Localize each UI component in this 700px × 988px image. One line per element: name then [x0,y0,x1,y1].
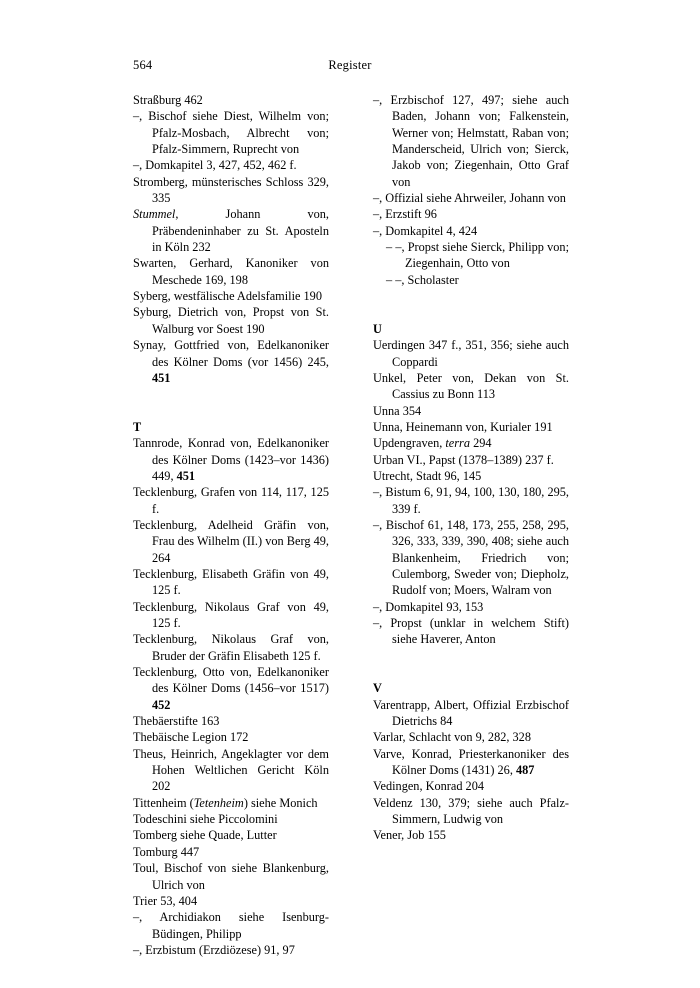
index-entry: Tittenheim (Tetenheim) siehe Monich [133,795,318,810]
index-entry: Tomberg siehe Quade, Lutter [133,828,277,843]
index-entry: Varlar, Schlacht von 9, 282, 328 [373,730,531,745]
index-entry: –, Bistum 6, 91, 94, 100, 130, 180, 295, 339 f. [373,485,569,516]
index-entry: Varve, Konrad, Priesterkanoniker des Kölner Doms (1431) 26, 487 [373,746,569,778]
index-entry: Unna 354 [373,403,422,418]
section-spacer [373,648,569,681]
index-entry: Syburg, Dietrich von, Propst von St. Walburg vor Soest 190 [133,305,329,336]
index-entry: Tecklenburg, Otto von, Edelkanoniker des Kölner Doms (1456–vor 1517) 452 [133,665,329,712]
index-entry: –, Domkapitel 3, 427, 452, 462 f. [133,158,297,173]
index-column-left [133,92,329,958]
index-entry: Syberg, westfälische Adelsfamilie 190 [133,289,322,304]
index-entry: Tecklenburg, Elisabeth Gräfin von 49, 125 f. [133,566,329,598]
index-entry: Unkel, Peter von, Dekan von St. Cassius zu Bonn 113 [373,370,569,402]
index-entry: Unna, Heinemann von, Kurialer 191 [373,419,553,434]
index-entry: Utrecht, Stadt 96, 145 [373,468,482,483]
index-entry: –, Erzstift 96 [373,207,437,222]
index-entry: –, Offizial siehe Ahrweiler, Johann von [373,191,566,206]
index-entry: –, Bischof 61, 148, 173, 255, 258, 295, 326, 333, 339, 390, 408; siehe auch Blankenheim, Friedrich von; Culemborg, Sweder von; Diepholz, Rudolf von; Moers, Walram von [373,517,569,598]
index-entry: Thebäerstifte 163 [133,714,220,729]
index-entry: Tecklenburg, Nikolaus Graf von, Bruder der Gräfin Elisabeth 125 f. [133,632,329,663]
running-head [0,58,700,78]
index-entry: –, Erzbistum (Erzdiözese) 91, 97 [133,942,295,957]
index-entry: –, Domkapitel 93, 153 [373,599,484,614]
index-entry: –, Archidiakon siehe Isenburg-Büdingen, Philipp [133,910,329,941]
index-entry: –, Bischof siehe Diest, Wilhelm von; Pfalz-Mosbach, Albrecht von; Pfalz-Simmern, Ruprecht von [133,109,329,157]
letter-heading: U [373,321,382,336]
index-entry: –, Domkapitel 4, 424 [373,223,478,238]
index-entry: Varentrapp, Albert, Offizial Erzbischof Dietrichs 84 [373,697,569,729]
index-entry: Tecklenburg, Adelheid Gräfin von, Frau des Wilhelm (II.) von Berg 49, 264 [133,517,329,565]
index-entry: Veldenz 130, 379; siehe auch Pfalz-Simmern, Ludwig von [373,795,569,827]
index-entry: Uerdingen 347 f., 351, 356; siehe auch Coppardi [373,338,569,369]
index-entry: Synay, Gottfried von, Edelkanoniker des Kölner Doms (vor 1456) 245, 451 [133,338,329,385]
index-subentry: – –, Scholaster [386,272,459,287]
index-columns [133,92,569,958]
index-entry: Tecklenburg, Grafen von 114, 117, 125 f. [133,485,329,516]
index-entry: Tecklenburg, Nikolaus Graf von 49, 125 f. [133,599,329,630]
running-title: Register [328,58,372,72]
section-spacer [133,386,329,419]
letter-heading: T [133,419,142,434]
index-entry: Thebäische Legion 172 [133,730,249,745]
index-entry: Vener, Job 155 [373,828,446,843]
index-entry: –, Erzbischof 127, 497; siehe auch Baden, Johann von; Falkenstein, Werner von; Helmstatt, Raban von; Manderscheid, Ulrich von; Sierck, Jakob von; Ziegenhain, Otto Graf von [373,93,569,189]
index-entry: Tomburg 447 [133,844,200,859]
index-entry: Stromberg, münsterisches Schloss 329, 335 [133,174,329,206]
letter-heading: V [373,681,382,696]
index-entry: Stummel, Johann von, Präbendeninhaber zu St. Aposteln in Köln 232 [133,207,329,255]
page-number: 564 [133,58,153,72]
index-subentry: – –, Propst siehe Sierck, Philipp von; Ziegenhain, Otto von [386,240,569,271]
index-entry: Urban VI., Papst (1378–1389) 237 f. [373,452,554,467]
index-entry: Vedingen, Konrad 204 [373,779,484,794]
index-entry: –, Propst (unklar in welchem Stift) siehe Haverer, Anton [373,616,569,647]
index-column-right [373,92,569,958]
index-entry: Trier 53, 404 [133,893,198,908]
index-entry: Toul, Bischof von siehe Blankenburg, Ulrich von [133,861,329,892]
index-entry: Updengraven, terra 294 [373,436,492,451]
index-entry: Straßburg 462 [133,93,203,107]
section-spacer [373,288,569,321]
index-entry: Swarten, Gerhard, Kanoniker von Meschede 169, 198 [133,256,329,287]
index-entry: Tannrode, Konrad von, Edelkanoniker des Kölner Doms (1423–vor 1436) 449, 451 [133,436,329,483]
index-entry: Todeschini siehe Piccolomini [133,812,278,827]
index-entry: Theus, Heinrich, Angeklagter vor dem Hohen Weltlichen Gericht Köln 202 [133,746,329,794]
